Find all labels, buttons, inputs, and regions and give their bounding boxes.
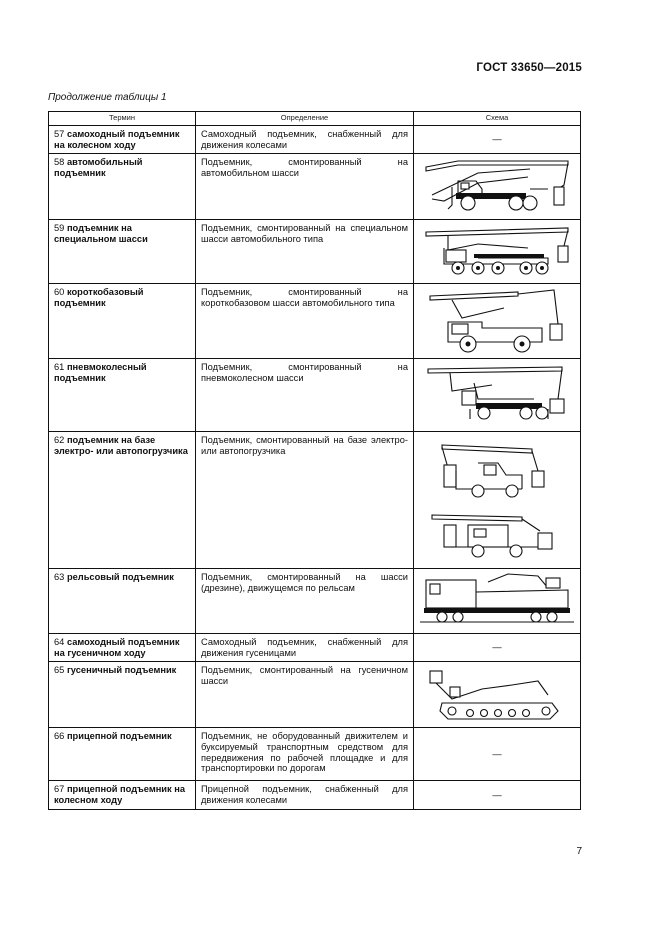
- column-header-term: Термин: [49, 112, 196, 126]
- scheme-cell: [414, 634, 581, 662]
- terms-table: [48, 111, 581, 810]
- definition-cell: Подъемник, смонтированный на шасси (дрезине), движущемся по рельсам: [196, 569, 414, 634]
- scheme-cell: [414, 662, 581, 728]
- term-cell: [49, 154, 196, 220]
- term-cell: [49, 634, 196, 662]
- term-name: подъемник на специальном шасси: [54, 223, 148, 244]
- definition-cell: Самоходный подъемник, снабженный для движения колесами: [196, 126, 414, 154]
- term-cell: [49, 220, 196, 284]
- term-cell: [49, 781, 196, 810]
- table-row: [49, 728, 581, 781]
- term-number: 62: [54, 435, 65, 446]
- term-cell: [49, 728, 196, 781]
- term-cell: [49, 662, 196, 728]
- table-row: [49, 781, 581, 810]
- term-cell: [49, 432, 196, 569]
- term-number: 57: [54, 129, 65, 139]
- term-name: короткобазовый подъемник: [54, 287, 144, 308]
- table-row: [49, 634, 581, 662]
- column-header-definition: Определение: [196, 112, 414, 126]
- scheme-cell: [414, 284, 581, 359]
- scheme-cell: [414, 728, 581, 781]
- table-row: [49, 220, 581, 284]
- page-number: 7: [576, 846, 582, 857]
- term-name: прицепной подъемник на колесном ходу: [54, 784, 186, 805]
- term-name: рельсовый подъемник: [66, 572, 174, 583]
- scheme-cell: [414, 154, 581, 220]
- table-row: [49, 126, 581, 154]
- scheme-cell: [414, 432, 581, 569]
- definition-cell: Подъемник, смонтированный на автомобильном шасси: [196, 154, 414, 220]
- definition-cell: Подъемник, смонтированный на пневмоколесном шасси: [196, 359, 414, 432]
- standard-designation: ГОСТ 33650—2015: [476, 62, 582, 74]
- term-number: 59: [54, 223, 65, 234]
- scheme-cell: [414, 359, 581, 432]
- no-scheme-dash: —: [492, 790, 502, 801]
- term-number: 67: [54, 784, 65, 795]
- term-number: 63: [54, 572, 65, 583]
- pneumatic-wheel-lift-diagram: [422, 363, 572, 427]
- table-row: [49, 569, 581, 634]
- special-chassis-lift-diagram: [418, 224, 576, 280]
- term-name: автомобильный подъемник: [54, 157, 143, 178]
- truck-lift-diagram: [418, 159, 576, 215]
- term-name: гусеничный подъемник: [66, 665, 177, 676]
- term-number: 58: [54, 157, 65, 168]
- short-base-lift-diagram: [422, 288, 572, 354]
- forklift-lift-diagram: [422, 435, 572, 565]
- scheme-cell: [414, 126, 581, 154]
- term-name: прицепной подъемник: [66, 731, 172, 742]
- scheme-cell: [414, 220, 581, 284]
- definition-cell: Подъемник, смонтированный на специальном шасси автомобильного типа: [196, 220, 414, 284]
- definition-cell: Подъемник, смонтированный на базе электро- или автопогрузчика: [196, 432, 414, 569]
- term-number: 64: [54, 637, 65, 648]
- table-row: [49, 662, 581, 728]
- term-name: подъемник на базе электро- или автопогрузчика: [54, 435, 188, 456]
- table-row: [49, 154, 581, 220]
- definition-cell: Самоходный подъемник, снабженный для движения гусеницами: [196, 634, 414, 662]
- table-row: [49, 359, 581, 432]
- scheme-cell: [414, 569, 581, 634]
- rail-lift-diagram: [418, 572, 576, 630]
- table-header-row: [49, 112, 581, 126]
- no-scheme-dash: —: [492, 134, 502, 145]
- term-cell: [49, 126, 196, 154]
- table-row: [49, 432, 581, 569]
- column-header-scheme: Схема: [414, 112, 581, 126]
- term-number: 66: [54, 731, 65, 742]
- table-continuation-caption: Продолжение таблицы 1: [48, 92, 167, 103]
- scheme-cell: [414, 781, 581, 810]
- table-row: [49, 284, 581, 359]
- definition-cell: Подъемник, не оборудованный движителем и буксируемый транспортным средством для передвижения по рабочей площадке и для транспортировки по дорогам: [196, 728, 414, 781]
- term-number: 60: [54, 287, 65, 298]
- term-number: 65: [54, 665, 65, 676]
- term-name: пневмоколесный подъемник: [54, 362, 147, 383]
- term-name: самоходный подъемник на гусеничном ходу: [54, 637, 180, 658]
- definition-cell: Подъемник, смонтированный на гусеничном шасси: [196, 662, 414, 728]
- term-cell: [49, 359, 196, 432]
- crawler-lift-diagram: [422, 665, 572, 725]
- term-cell: [49, 284, 196, 359]
- no-scheme-dash: —: [492, 749, 502, 760]
- term-name: самоходный подъемник на колесном ходу: [54, 129, 180, 150]
- no-scheme-dash: —: [492, 642, 502, 653]
- term-number: 61: [54, 362, 65, 373]
- definition-cell: Подъемник, смонтированный на короткобазовом шасси автомобильного типа: [196, 284, 414, 359]
- term-cell: [49, 569, 196, 634]
- definition-cell: Прицепной подъемник, снабженный для движения колесами: [196, 781, 414, 810]
